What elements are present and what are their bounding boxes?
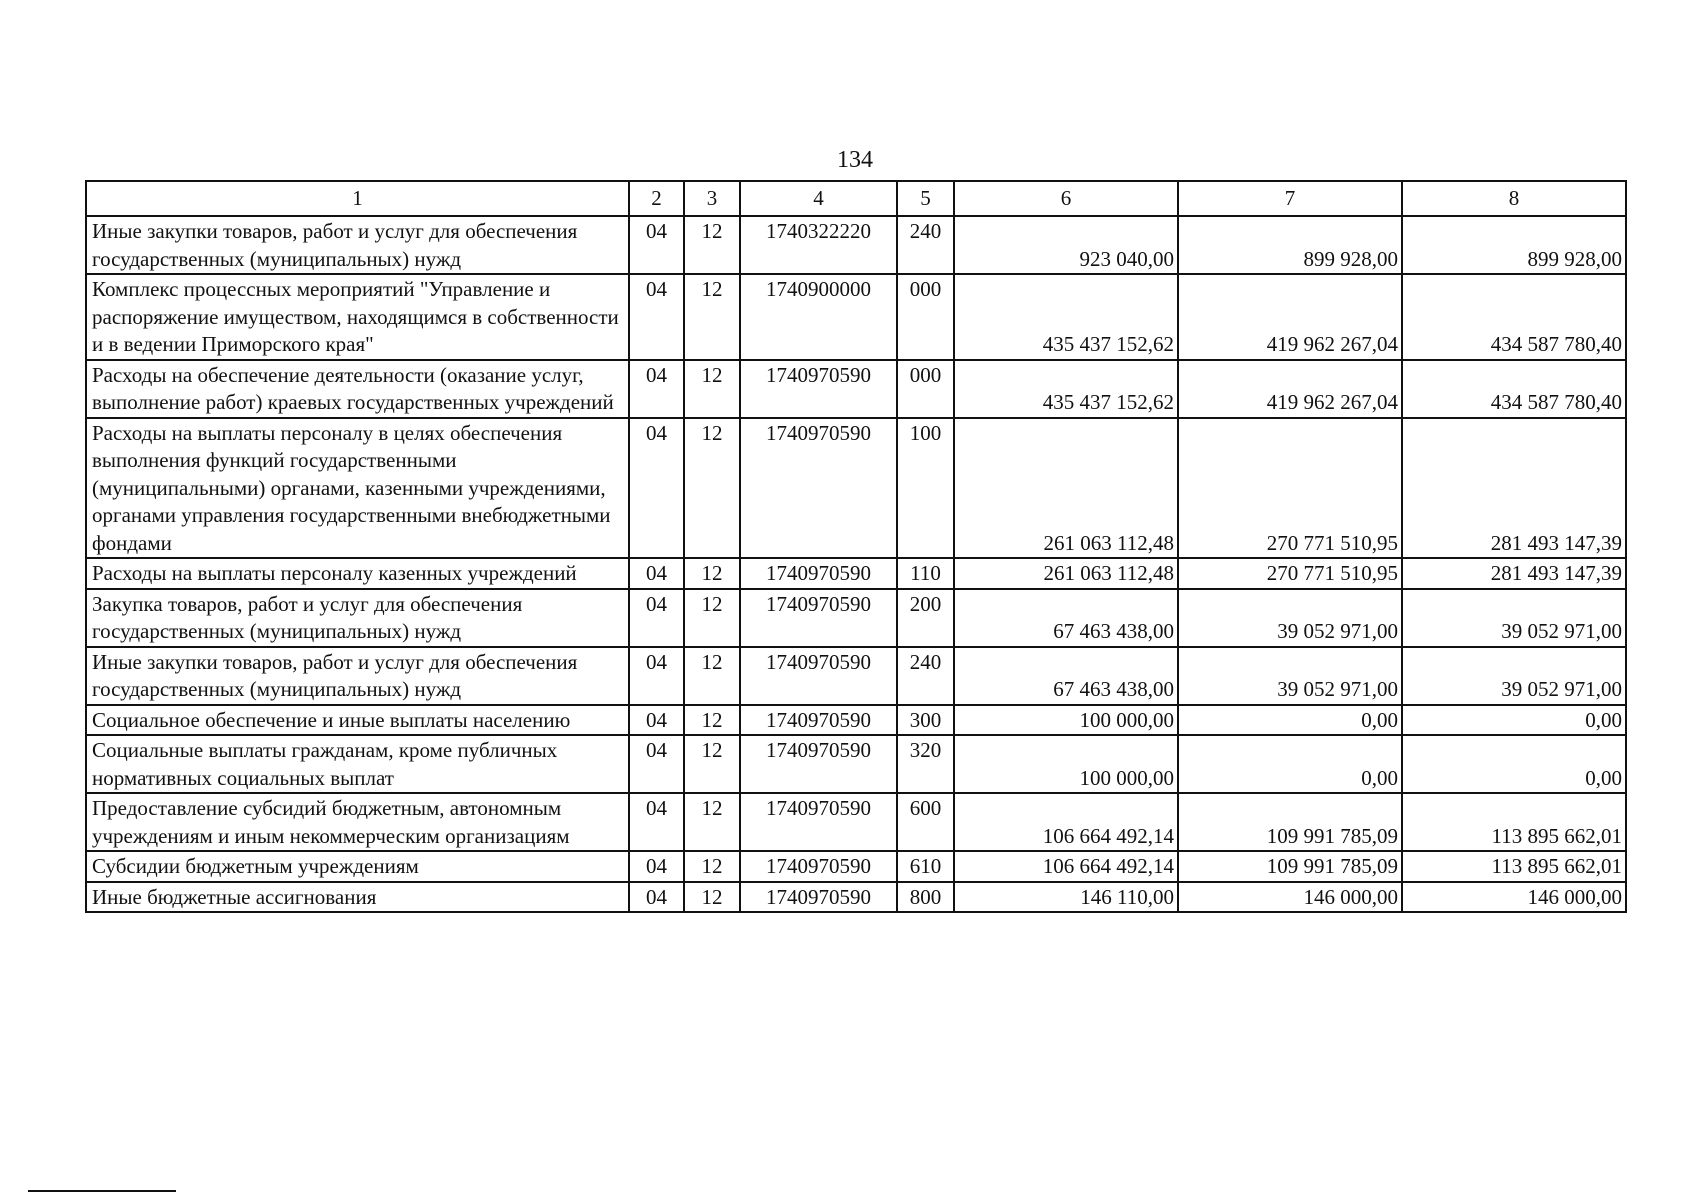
amount-col8-cell: 434 587 780,40 [1402, 274, 1626, 360]
expense-type-cell: 000 [897, 360, 954, 418]
column-header: 1 [86, 181, 629, 216]
expense-type-cell: 300 [897, 705, 954, 736]
section-code-cell: 04 [629, 882, 684, 913]
table-row [86, 558, 1626, 589]
amount-col7-cell: 270 771 510,95 [1178, 418, 1402, 559]
table-header-row [86, 181, 1626, 216]
amount-col7-cell: 899 928,00 [1178, 216, 1402, 274]
expense-type-cell: 100 [897, 418, 954, 559]
column-header: 6 [954, 181, 1178, 216]
target-article-cell: 1740970590 [740, 882, 897, 913]
section-code-cell: 04 [629, 216, 684, 274]
amount-col8-cell: 281 493 147,39 [1402, 418, 1626, 559]
expense-type-cell: 000 [897, 274, 954, 360]
section-code-cell: 04 [629, 705, 684, 736]
amount-col7-cell: 0,00 [1178, 735, 1402, 793]
expense-type-cell: 600 [897, 793, 954, 851]
expense-name-cell: Иные закупки товаров, работ и услуг для обеспечения государственных (муниципальных) нужд [86, 647, 629, 705]
subsection-code-cell: 12 [684, 589, 740, 647]
table-row [86, 589, 1626, 647]
section-code-cell: 04 [629, 647, 684, 705]
table-row [86, 851, 1626, 882]
section-code-cell: 04 [629, 360, 684, 418]
amount-col8-cell: 0,00 [1402, 705, 1626, 736]
amount-col7-cell: 109 991 785,09 [1178, 851, 1402, 882]
expense-name-cell: Иные закупки товаров, работ и услуг для обеспечения государственных (муниципальных) нужд [86, 216, 629, 274]
amount-col6-cell: 67 463 438,00 [954, 647, 1178, 705]
target-article-cell: 1740970590 [740, 793, 897, 851]
subsection-code-cell: 12 [684, 647, 740, 705]
table-body [86, 216, 1626, 912]
section-code-cell: 04 [629, 418, 684, 559]
subsection-code-cell: 12 [684, 418, 740, 559]
table-row [86, 705, 1626, 736]
expense-type-cell: 320 [897, 735, 954, 793]
amount-col7-cell: 39 052 971,00 [1178, 647, 1402, 705]
expense-type-cell: 610 [897, 851, 954, 882]
column-header: 2 [629, 181, 684, 216]
amount-col8-cell: 899 928,00 [1402, 216, 1626, 274]
expense-type-cell: 800 [897, 882, 954, 913]
table-row [86, 647, 1626, 705]
target-article-cell: 1740970590 [740, 705, 897, 736]
table-row [86, 882, 1626, 913]
amount-col8-cell: 434 587 780,40 [1402, 360, 1626, 418]
column-header: 7 [1178, 181, 1402, 216]
expense-name-cell: Иные бюджетные ассигнования [86, 882, 629, 913]
table-row [86, 735, 1626, 793]
section-code-cell: 04 [629, 735, 684, 793]
column-header: 8 [1402, 181, 1626, 216]
table-row [86, 793, 1626, 851]
expense-name-cell: Закупка товаров, работ и услуг для обеспечения государственных (муниципальных) нужд [86, 589, 629, 647]
subsection-code-cell: 12 [684, 705, 740, 736]
expense-name-cell: Расходы на выплаты персоналу казенных учреждений [86, 558, 629, 589]
amount-col7-cell: 146 000,00 [1178, 882, 1402, 913]
amount-col6-cell: 261 063 112,48 [954, 418, 1178, 559]
page-number: 134 [837, 147, 873, 173]
table-row [86, 418, 1626, 559]
section-code-cell: 04 [629, 589, 684, 647]
subsection-code-cell: 12 [684, 882, 740, 913]
amount-col6-cell: 435 437 152,62 [954, 274, 1178, 360]
target-article-cell: 1740970590 [740, 851, 897, 882]
amount-col8-cell: 281 493 147,39 [1402, 558, 1626, 589]
column-header: 3 [684, 181, 740, 216]
amount-col6-cell: 923 040,00 [954, 216, 1178, 274]
expense-type-cell: 110 [897, 558, 954, 589]
budget-table [85, 180, 1627, 913]
expense-name-cell: Расходы на обеспечение деятельности (оказание услуг, выполнение работ) краевых государственных учреждений [86, 360, 629, 418]
subsection-code-cell: 12 [684, 216, 740, 274]
table-row [86, 360, 1626, 418]
amount-col6-cell: 435 437 152,62 [954, 360, 1178, 418]
target-article-cell: 1740970590 [740, 589, 897, 647]
target-article-cell: 1740970590 [740, 647, 897, 705]
table-row [86, 216, 1626, 274]
amount-col8-cell: 39 052 971,00 [1402, 647, 1626, 705]
expense-type-cell: 240 [897, 647, 954, 705]
amount-col7-cell: 419 962 267,04 [1178, 274, 1402, 360]
amount-col8-cell: 0,00 [1402, 735, 1626, 793]
subsection-code-cell: 12 [684, 793, 740, 851]
expense-name-cell: Социальные выплаты гражданам, кроме публичных нормативных социальных выплат [86, 735, 629, 793]
amount-col8-cell: 113 895 662,01 [1402, 851, 1626, 882]
section-code-cell: 04 [629, 851, 684, 882]
amount-col6-cell: 67 463 438,00 [954, 589, 1178, 647]
subsection-code-cell: 12 [684, 274, 740, 360]
amount-col6-cell: 100 000,00 [954, 735, 1178, 793]
subsection-code-cell: 12 [684, 360, 740, 418]
subsection-code-cell: 12 [684, 558, 740, 589]
column-header: 4 [740, 181, 897, 216]
target-article-cell: 1740970590 [740, 558, 897, 589]
expense-name-cell: Расходы на выплаты персоналу в целях обеспечения выполнения функций государственными (муниципальными) органами, казенными учреждениями, органами управления государственными внебюджетными фондами [86, 418, 629, 559]
target-article-cell: 1740970590 [740, 735, 897, 793]
subsection-code-cell: 12 [684, 735, 740, 793]
amount-col7-cell: 109 991 785,09 [1178, 793, 1402, 851]
target-article-cell: 1740970590 [740, 418, 897, 559]
amount-col8-cell: 113 895 662,01 [1402, 793, 1626, 851]
amount-col8-cell: 146 000,00 [1402, 882, 1626, 913]
section-code-cell: 04 [629, 274, 684, 360]
expense-type-cell: 200 [897, 589, 954, 647]
amount-col6-cell: 106 664 492,14 [954, 793, 1178, 851]
expense-name-cell: Предоставление субсидий бюджетным, автономным учреждениям и иным некоммерческим организациям [86, 793, 629, 851]
section-code-cell: 04 [629, 793, 684, 851]
amount-col8-cell: 39 052 971,00 [1402, 589, 1626, 647]
section-code-cell: 04 [629, 558, 684, 589]
expense-type-cell: 240 [897, 216, 954, 274]
table-row [86, 274, 1626, 360]
amount-col7-cell: 0,00 [1178, 705, 1402, 736]
subsection-code-cell: 12 [684, 851, 740, 882]
expense-name-cell: Социальное обеспечение и иные выплаты населению [86, 705, 629, 736]
amount-col7-cell: 270 771 510,95 [1178, 558, 1402, 589]
amount-col6-cell: 261 063 112,48 [954, 558, 1178, 589]
expense-name-cell: Комплекс процессных мероприятий "Управление и распоряжение имуществом, находящимся в собственности и в ведении Приморского края" [86, 274, 629, 360]
target-article-cell: 1740322220 [740, 216, 897, 274]
target-article-cell: 1740970590 [740, 360, 897, 418]
amount-col6-cell: 100 000,00 [954, 705, 1178, 736]
column-header: 5 [897, 181, 954, 216]
amount-col7-cell: 419 962 267,04 [1178, 360, 1402, 418]
expense-name-cell: Субсидии бюджетным учреждениям [86, 851, 629, 882]
amount-col6-cell: 146 110,00 [954, 882, 1178, 913]
footnote-rule [28, 1190, 176, 1192]
amount-col6-cell: 106 664 492,14 [954, 851, 1178, 882]
amount-col7-cell: 39 052 971,00 [1178, 589, 1402, 647]
target-article-cell: 1740900000 [740, 274, 897, 360]
